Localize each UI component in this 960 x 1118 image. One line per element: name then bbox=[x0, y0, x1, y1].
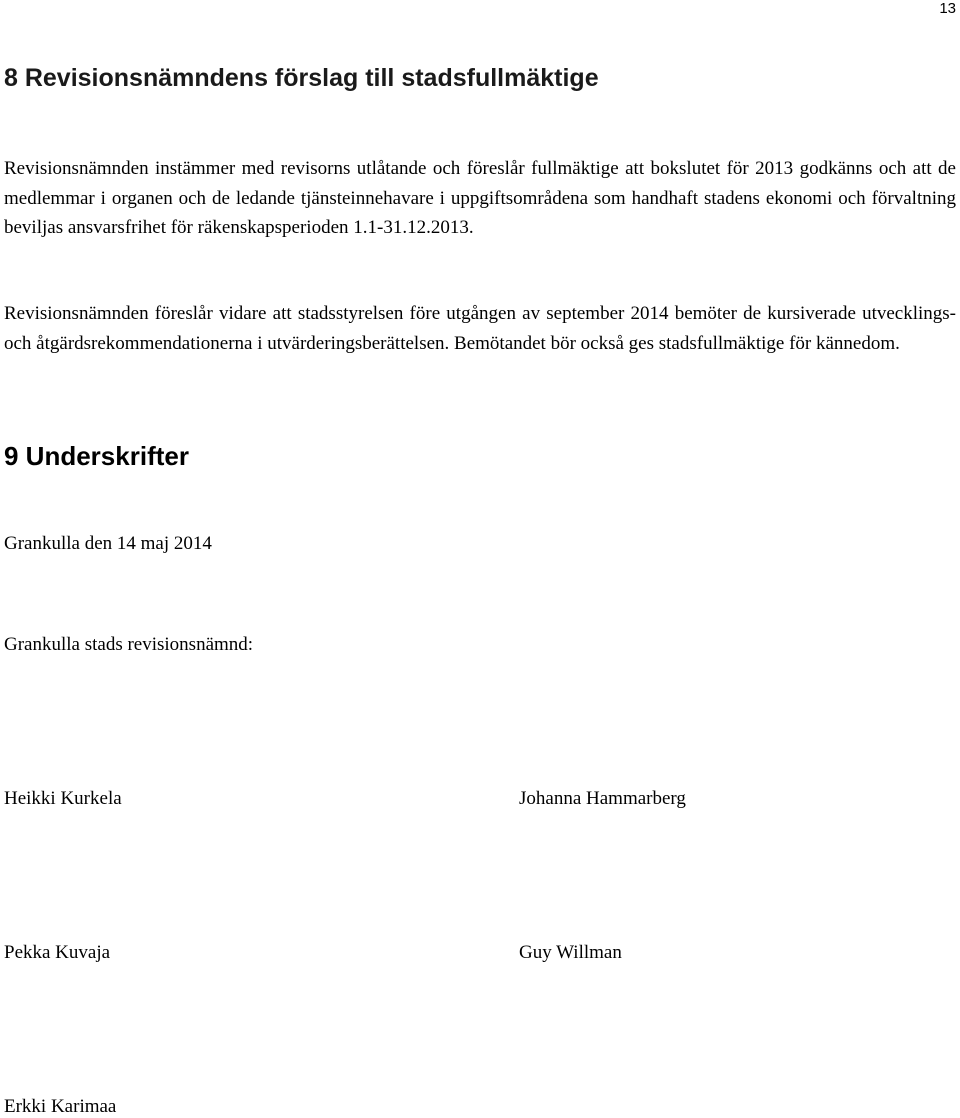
signatory-name: Guy Willman bbox=[519, 942, 622, 963]
section-8-paragraph-2: Revisionsnämnden föreslår vidare att stadsstyrelsen före utgången av september 2014 bemöter de kursiverade utvecklings- och åtgärdsrekommendationerna i utvärderingsberättelsen. Bemötandet bör också ges stadsfullmäktige för kännedom. bbox=[4, 303, 956, 354]
board-label: Grankulla stads revisionsnämnd: bbox=[4, 634, 254, 655]
section-9-heading: 9 Underskrifter bbox=[4, 441, 189, 471]
section-8-paragraph-1: Revisionsnämnden instämmer med revisorns utlåtande och föreslår fullmäktige att bokslutet för 2013 godkänns och att de medlemmar i organen och de ledande tjänsteinnehavare i uppgiftsområdena som handhaft stadens ekonomi och förvaltning beviljas ansvarsfrihet för räkenskapsperioden 1.1-31.12.2013. bbox=[4, 158, 956, 238]
page-number: 13 bbox=[939, 0, 956, 17]
section-8-heading: 8 Revisionsnämndens förslag till stadsfullmäktige bbox=[4, 64, 599, 92]
signatory-name: Johanna Hammarberg bbox=[519, 788, 686, 809]
signatory-name: Heikki Kurkela bbox=[4, 788, 122, 809]
place-date: Grankulla den 14 maj 2014 bbox=[4, 533, 212, 554]
signatory-name: Erkki Karimaa bbox=[4, 1096, 117, 1117]
signatory-name: Pekka Kuvaja bbox=[4, 942, 111, 963]
